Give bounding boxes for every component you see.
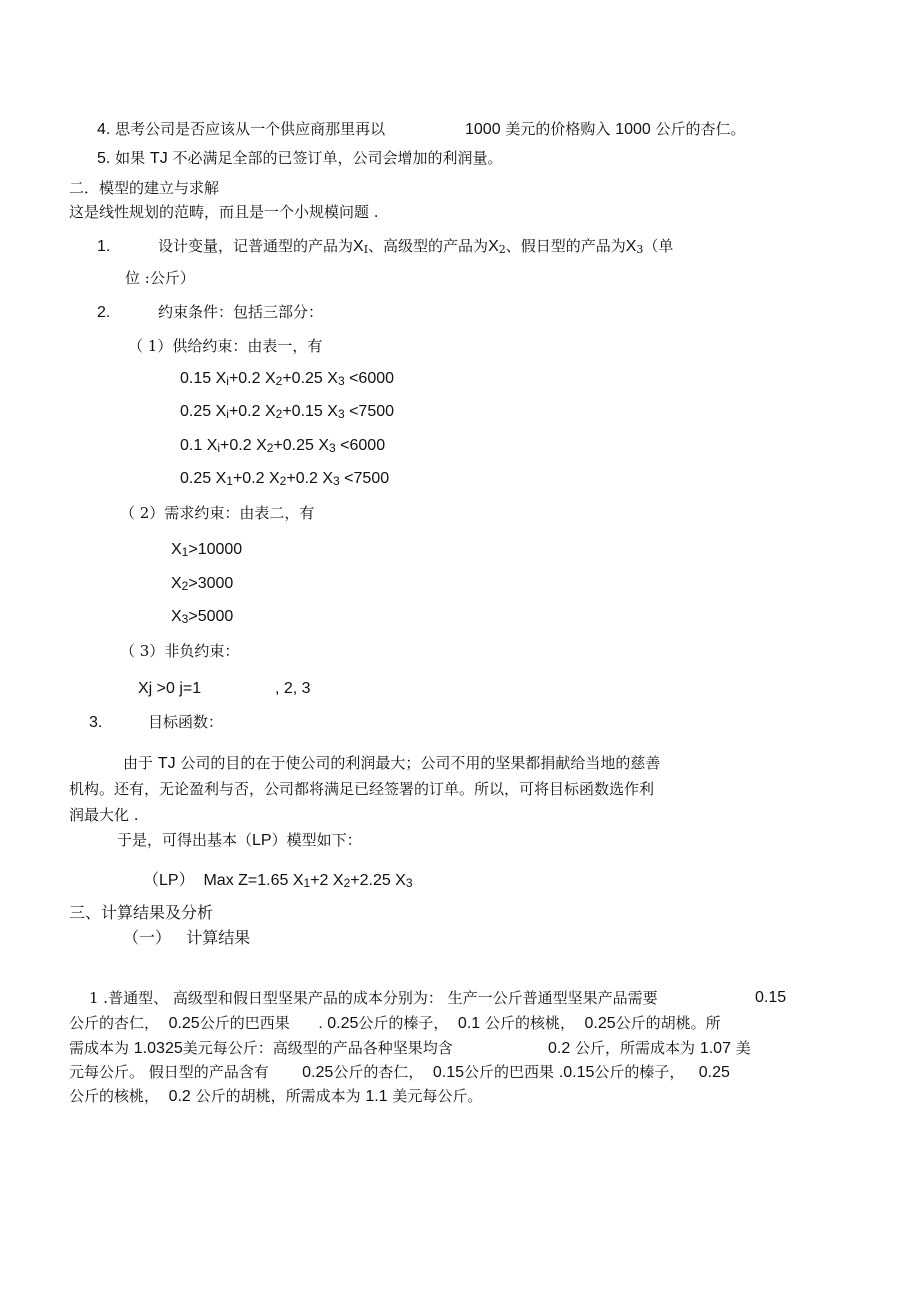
company-name: TJ (149, 150, 168, 167)
result-line-3: 需成本为 1.0325美元每公斤：高级型的产品各种坚果均含 (69, 1039, 453, 1057)
item-2-text: 约束条件：包括三部分： (158, 303, 324, 321)
supply-equation-2: 0.25 $X_i+0.2$ $X_2+0.15$ $X_3 <7500$ (180, 403, 395, 421)
item-1-text: 设计变量，记普通型的产品为$X_I$、高级型的产品为$X_2$、假日型的产品为$X_3$（单 (158, 237, 674, 256)
question-number: 5. (97, 150, 111, 167)
demand-equation-1: $X_1>10000$ (171, 541, 243, 559)
lp-intro: 于是，可得出基本（LP）模型如下： (117, 831, 362, 849)
section-3-title: 三、计算结果及分析 (69, 903, 214, 922)
item-3-text: 目标函数： (148, 713, 224, 731)
question-text: 公斤的杏仁。 (655, 120, 746, 138)
question-4-cont (465, 119, 746, 140)
question-text: 如果 (115, 149, 146, 167)
section-2-title: 二．模型的建立与求解 (69, 179, 220, 197)
result-line-2: 公斤的杏仁， 0.25公斤的巴西果 . 0.25公斤的榛子， 0.1 公斤的核桃， 0.25公斤的胡桃。所 (69, 1014, 721, 1032)
result-line-1-number: 0.15 (755, 989, 787, 1006)
demand-equation-2: $X_2>3000$ (171, 575, 234, 593)
item-3-number: 3. (89, 714, 103, 731)
number: 1000 (615, 121, 651, 138)
question-number: 4. (97, 121, 111, 138)
supply-equation-1: 0.15 $X_i+0.2$ $X_2+0.25$ $X_3 <6000$ (180, 370, 395, 388)
result-line-3-cont: 0.2 公斤，所需成本为 1.07 美 (548, 1039, 751, 1057)
supply-constraint-heading: （ 1）供给约束：由表一，有 (128, 337, 323, 355)
result-line-5: 公斤的核桃， 0.2 公斤的胡桃，所需成本为 1.1 美元每公斤。 (69, 1087, 483, 1105)
item-1-unit: 位 :公斤） (125, 269, 195, 287)
question-text: 思考公司是否应该从一个供应商那里再以 (115, 120, 386, 138)
question-4 (97, 119, 385, 140)
subsection-title: （一） 计算结果 (123, 928, 251, 947)
objective-paragraph-line-2: 机构。还有，无论盈利与否，公司都将满足已经签署的订单。所以，可将目标函数选作利 (69, 780, 655, 798)
result-line-1: 1 .普通型、 高级型和假日型坚果产品的成本分别为： 生产一公斤普通型坚果产品需要 (89, 989, 658, 1007)
question-text: 不必满足全部的已签订单，公司会增加的利润量。 (172, 149, 503, 167)
question-5 (97, 148, 503, 169)
number: 1000 (465, 121, 501, 138)
question-text: 美元的价格购入 (505, 120, 611, 138)
nonneg-equation: Xj >0 j=1 (138, 680, 202, 697)
objective-paragraph-line-1: 由于 TJ 公司的目的在于使公司的利润最大；公司不用的坚果都捐献给当地的慈善 (123, 754, 661, 772)
supply-equation-4: 0.25 $X_1+0.2$ $X_2+0.2$ $X_3 <7500$ (180, 470, 390, 488)
result-line-4: 元每公斤。 假日型的产品含有 0.25公斤的杏仁， 0.15公斤的巴西果 .0.15公斤的榛子， 0.25 (69, 1063, 730, 1081)
item-2-number: 2. (97, 304, 111, 321)
section-2-intro: 这是线性规划的范畴，而且是一个小规模问题 . (69, 203, 379, 221)
nonneg-constraint-heading: （ 3）非负约束： (120, 642, 240, 660)
demand-constraint-heading: （ 2）需求约束：由表二，有 (120, 504, 315, 522)
supply-equation-3: 0.1 $X_i+0.2$ $X_2+0.25$ $X_3 <6000$ (180, 437, 386, 455)
demand-equation-3: $X_3>5000$ (171, 608, 234, 626)
objective-paragraph-line-3: 润最大化 . (69, 806, 139, 824)
nonneg-equation-index: , 2, 3 (275, 680, 311, 697)
item-1-number: 1. (97, 238, 111, 255)
lp-model-equation: （LP） Max Z=1.65 $X_1+2$ $X_2+2.25$ $X_3$ (143, 872, 413, 890)
